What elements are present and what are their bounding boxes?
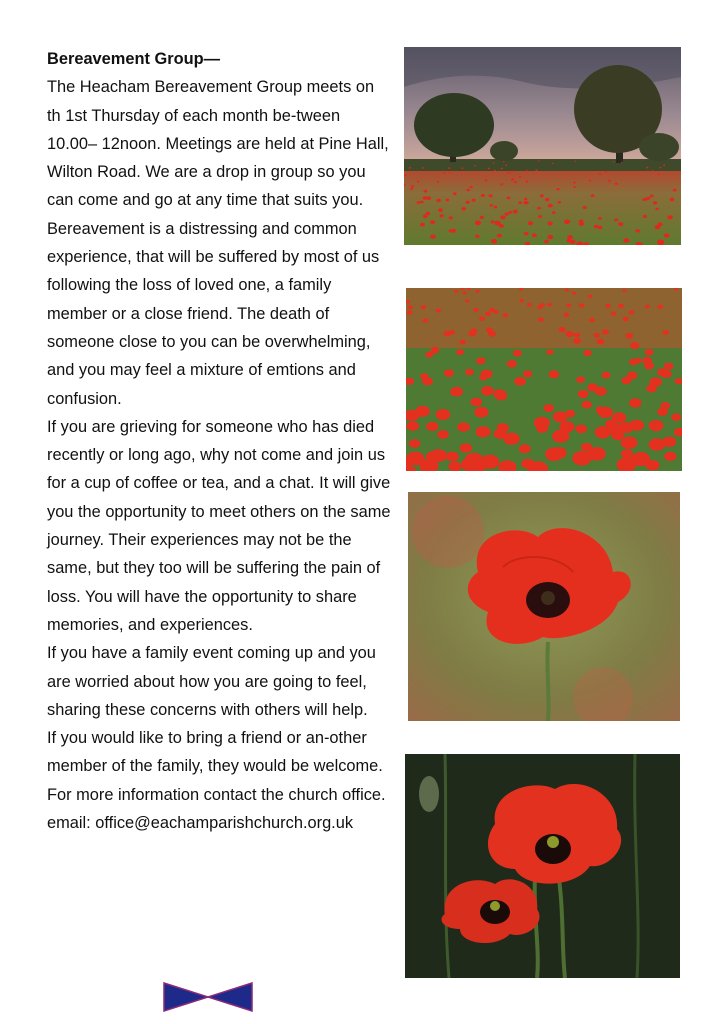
- paragraph-bring-friend: If you would like to bring a friend or an-other member of the family, they would be welcome.: [47, 729, 383, 776]
- paragraph-invitation: If you are grieving for someone who has died recently or long ago, why not come and join us for a cup of coffee or tea, and a chat. It will give you the opportunity to meet others on the same journey. Their experiences may not be the same, but they too will be suffering the pain of loss. You will have the opportunity to share memories, and experiences.: [47, 417, 391, 634]
- paragraph-contact: For more information contact the church office. email: office@eachamparishchurch.org.uk: [47, 785, 386, 833]
- article: [47, 45, 392, 837]
- paragraph-meeting-info: The Heacham Bereavement Group meets on th 1st Thursday of each month be-tween 10.00– 12noon. Meetings are held at Pine Hall, Wilton Road. We are a drop in group so you can come and go at any time that suits you.: [47, 78, 389, 210]
- two-poppies-photo: [405, 754, 680, 978]
- poppy-field-photo: [406, 288, 682, 471]
- paragraph-family-event: If you have a family event coming up and you are worried about how you are going to feel, sharing these concerns with others will help.: [47, 644, 376, 719]
- article-title: Bereavement Group—: [47, 50, 221, 68]
- poppy-field-sunset-photo: [404, 47, 681, 245]
- single-poppy-photo: [408, 492, 680, 721]
- bow-tie-icon: [163, 982, 253, 1012]
- paragraph-bereavement-experience: Bereavement is a distressing and common experience, that will be suffered by most of us following the loss of loved one, a family member or a close friend. The death of someone close to you can be overwhelming, and you may feel a mixture of emtions and confusion.: [47, 219, 380, 408]
